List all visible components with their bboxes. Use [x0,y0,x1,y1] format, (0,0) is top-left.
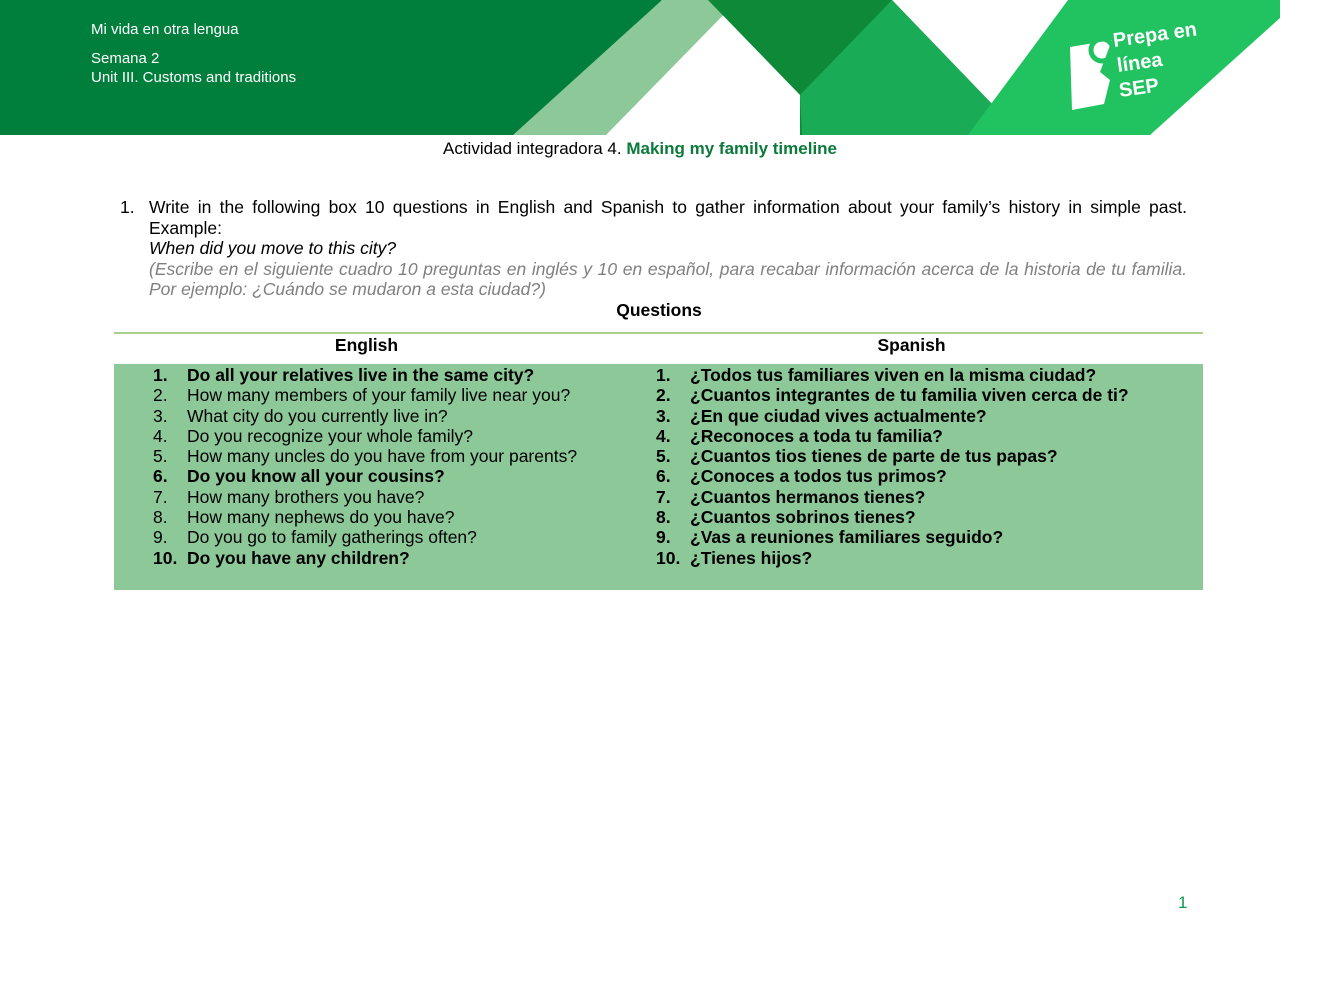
question-text: ¿Cuantos tios tienes de parte de tus papas? [690,446,1058,467]
english-column-header: English [334,335,399,355]
question-text: ¿Vas a reuniones familiares seguido? [690,527,1004,548]
spanish-column-header: Spanish [877,335,946,355]
english-question-10 [153,548,577,568]
question-text: ¿Reconoces a toda tu familia? [690,425,943,446]
spanish-question-3 [656,406,1129,426]
question-number: 6. [153,466,168,487]
logo-word-sep: SEP [1117,74,1161,102]
spanish-question-7 [656,487,1129,507]
question-text: ¿Cuantos sobrinos tienes? [690,507,916,528]
question-number: 10. [656,547,681,568]
question-number: 6. [656,466,671,487]
spanish-question-1 [656,365,1129,385]
spanish-questions-list [656,365,1129,568]
question-text: Do you go to family gatherings often? [187,527,477,548]
question-text: ¿Cuantos hermanos tienes? [690,486,926,507]
spanish-question-10 [656,548,1129,568]
logo-word-prepa: Prepa en [1111,18,1199,52]
question-text: Do you have any children? [187,547,410,568]
question-text: How many brothers you have? [187,486,425,507]
question-text: What city do you currently live in? [187,405,448,426]
english-question-8 [153,507,577,527]
question-number: 7. [656,486,671,507]
instruction-translation: (Escribe en el siguiente cuadro 10 preguntas en inglés y 10 en español, para recabar información acerca de la historia de tu familia. Por ejemplo: ¿Cuándo se mudaron a esta ciudad?) [149,258,1187,299]
english-question-9 [153,527,577,547]
spanish-question-8 [656,507,1129,527]
question-text: ¿En que ciudad vives actualmente? [690,405,987,426]
question-number: 10. [153,547,178,568]
spanish-question-5 [656,446,1129,466]
question-text: ¿Cuantos integrantes de tu familia viven cerca de ti? [690,385,1129,406]
question-number: 8. [153,507,168,528]
logo-word-linea: línea [1115,48,1164,77]
question-text: ¿Tienes hijos? [690,547,813,568]
instructions [120,197,1187,300]
question-number: 9. [656,527,671,548]
week-label: Semana 2 [91,50,160,67]
english-question-6 [153,466,577,486]
english-question-5 [153,446,577,466]
spanish-question-2 [656,385,1129,405]
question-number: 2. [153,385,168,406]
question-number: 1. [656,365,671,385]
instruction-example: When did you move to this city? [149,238,397,258]
spanish-question-6 [656,466,1129,486]
prepa-en-linea-logo [1062,18,1199,112]
spanish-question-9 [656,527,1129,547]
table-top-border [114,332,1203,334]
question-number: 9. [153,527,168,548]
question-number: 3. [153,405,168,426]
header-banner [0,0,1280,135]
question-text: Do you recognize your whole family? [187,425,473,446]
question-text: How many uncles do you have from your parents? [187,446,578,467]
question-text: ¿Todos tus familiares viven en la misma ciudad? [690,365,1097,385]
english-questions-list [153,365,577,568]
question-number: 5. [656,446,671,467]
instruction-number: 1. [120,197,135,217]
question-text: How many members of your family live near you? [187,385,571,406]
question-text: How many nephews do you have? [187,507,455,528]
question-number: 2. [656,385,671,406]
question-text: Do all your relatives live in the same city? [187,365,535,385]
question-text: ¿Conoces a todos tus primos? [690,466,947,487]
activity-title-prefix: Actividad integradora 4. [442,139,622,158]
questions-heading: Questions [616,300,702,320]
activity-title-highlight: Making my family timeline [626,139,838,158]
course-title: Mi vida en otra lengua [91,21,239,38]
english-question-3 [153,406,577,426]
english-question-2 [153,385,577,405]
question-number: 1. [153,365,168,385]
question-number: 8. [656,507,671,528]
unit-label: Unit III. Customs and traditions [91,69,297,86]
question-number: 7. [153,486,168,507]
spanish-question-4 [656,426,1129,446]
english-question-4 [153,426,577,446]
question-text: Do you know all your cousins? [187,466,445,487]
question-number: 4. [656,425,671,446]
question-number: 5. [153,446,168,467]
english-question-1 [153,365,577,385]
question-number: 3. [656,405,671,426]
instruction-text: Write in the following box 10 questions in English and Spanish to gather information about your family’s history in simple past. Example: [149,197,1187,238]
english-question-7 [153,487,577,507]
page-number: 1 [1178,893,1188,912]
question-number: 4. [153,425,168,446]
activity-title [0,138,1280,160]
